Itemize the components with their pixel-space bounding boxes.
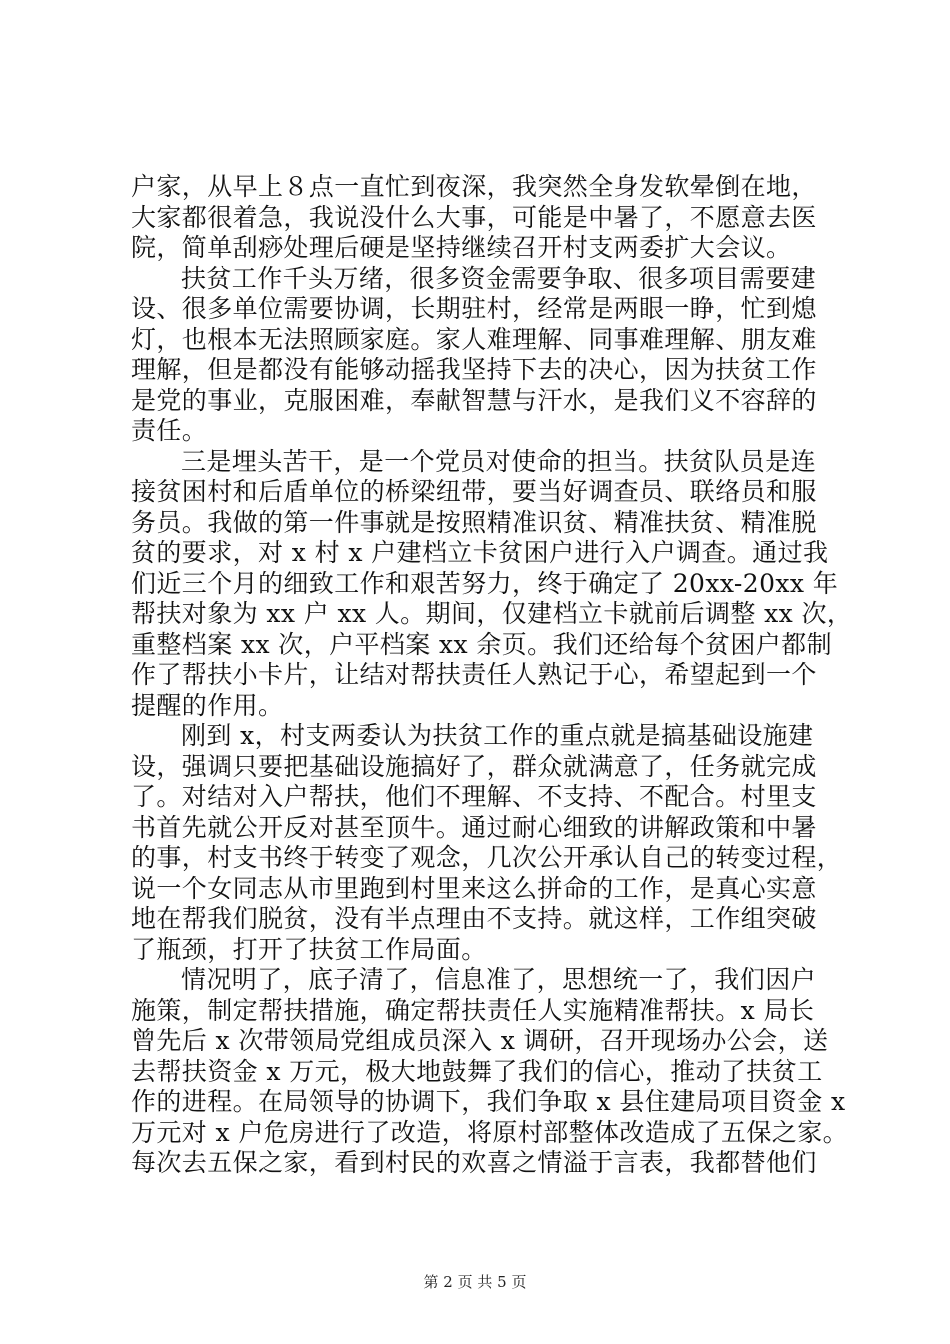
text-line: 去帮扶资金 x 万元，极大地鼓舞了我们的信心，推动了扶贫工 [131, 1056, 823, 1086]
page-footer [0, 1272, 950, 1292]
text-line: 帮扶对象为 xx 户 xx 人。期间，仅建档立卡就前后调整 xx 次， [131, 599, 853, 628]
text-line: 了瓶颈，打开了扶贫工作局面。 [131, 934, 487, 964]
text-line: 扶贫工作千头万绪，很多资金需要争取、很多项目需要建 [181, 263, 817, 293]
text-line: 了。对结对入户帮扶，他们不理解、不支持、不配合。村里支 [131, 782, 817, 811]
text-line: 务员。我做的第一件事就是按照精准识贫、精准扶贫、精准脱 [131, 507, 817, 537]
text-line: 责任。 [131, 416, 208, 445]
text-line: 户家，从早上８点一直忙到夜深，我突然全身发软晕倒在地， [131, 172, 817, 201]
text-line: 万元对 x 户危房进行了改造，将原村部整体改造成了五保之家。 [131, 1117, 848, 1147]
text-line: 的事，村支书终于转变了观念，几次公开承认自己的转变过程， [131, 843, 843, 872]
text-line: 施策，制定帮扶措施，确定帮扶责任人实施精准帮扶。x 局长 [131, 995, 815, 1025]
text-line: 每次去五保之家，看到村民的欢喜之情溢于言表，我都替他们 [131, 1148, 817, 1177]
text-line: 作的进程。在局领导的协调下，我们争取 x 县住建局项目资金 x [131, 1087, 846, 1116]
text-line: 设、很多单位需要协调，长期驻村，经常是两眼一睁，忙到熄 [131, 294, 817, 323]
text-line: 是党的事业，克服困难，奉献智慧与汗水，是我们义不容辞的 [131, 385, 817, 415]
text-line: 地在帮我们脱贫，没有半点理由不支持。就这样，工作组突破 [131, 904, 817, 933]
text-line: 理解，但是都没有能够动摇我坚持下去的决心，因为扶贫工作 [131, 355, 817, 384]
text-line: 书首先就公开反对甚至顶牛。通过耐心细致的讲解政策和中暑 [131, 812, 817, 842]
text-line: 刚到 x，村支两委认为扶贫工作的重点就是搞基础设施建 [181, 721, 814, 750]
text-line: 接贫困村和后盾单位的桥梁纽带，要当好调查员、联络员和服 [131, 477, 817, 506]
text-line: 贫的要求，对 x 村 x 户建档立卡贫困户进行入户调查。通过我 [131, 538, 829, 567]
text-line: 作了帮扶小卡片，让结对帮扶责任人熟记于心，希望起到一个 [131, 660, 817, 689]
page-number-label: 第 2 页 共 5 页 [423, 1273, 527, 1291]
text-line: 曾先后 x 次带领局党组成员深入 x 调研，召开现场办公会，送 [131, 1026, 829, 1055]
text-line: 三是埋头苦干，是一个党员对使命的担当。扶贫队员是连 [181, 446, 817, 476]
text-line: 院，简单刮痧处理后硬是坚持继续召开村支两委扩大会议。 [131, 233, 792, 262]
text-line: 提醒的作用。 [131, 690, 284, 720]
text-line: 设，强调只要把基础设施搞好了，群众就满意了，任务就完成 [131, 751, 817, 781]
document-body [131, 172, 853, 1179]
text-line: 情况明了，底子清了，信息准了，思想统一了，我们因户 [181, 965, 817, 994]
text-line: 重整档案 xx 次，户平档案 xx 余页。我们还给每个贫困户都制 [131, 629, 832, 659]
text-line: 说一个女同志从市里跑到村里来这么拼命的工作，是真心实意 [131, 873, 817, 903]
text-line: 灯，也根本无法照顾家庭。家人难理解、同事难理解、朋友难 [131, 324, 817, 354]
text-line: 们近三个月的细致工作和艰苦努力，终于确定了 20xx-20xx 年 [131, 568, 839, 598]
text-line: 大家都很着急，我说没什么大事，可能是中暑了，不愿意去医 [131, 202, 817, 232]
